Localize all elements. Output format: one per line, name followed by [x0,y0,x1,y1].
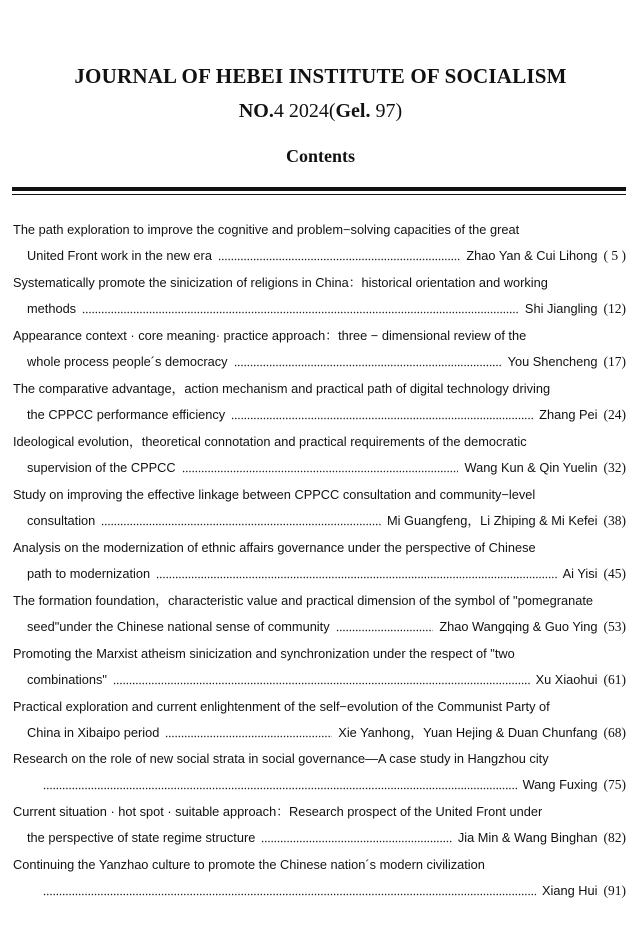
header-rule-thick [12,187,626,191]
toc-entry-authors: Wang Kun & Qin Yuelin [464,460,598,475]
dot-leader [261,830,452,846]
toc-entry-byline [27,513,626,529]
toc-entry-authors: Zhao Yan & Cui Lihong [466,248,598,263]
toc-entry-page-number: (17) [603,354,626,369]
gel-number: 97 [375,100,396,122]
toc-entry-byline [27,566,626,582]
dot-leader [43,883,536,899]
toc-entry-title: The comparative advantage，action mechanism and practical path of digital technology driving [13,381,551,396]
toc-entry-authors: Ai Yisi [562,566,598,581]
contents-heading: Contents [285,146,355,166]
toc-entry-byline [27,460,626,476]
toc-entry-authors: Wang Fuxing [522,777,598,792]
toc-entry-authors: Mi Guangfeng，Li Zhiping & Mi Kefei [386,513,598,528]
dot-leader [101,513,381,529]
toc-entry-authors: Jia Min & Wang Binghan [457,830,598,845]
gel-close-paren: ) [395,100,403,122]
toc-entry-title: Continuing the Yanzhao culture to promote the Chinese nation´s modern civilization [13,857,485,872]
toc-entry-title-continued: the CPPCC performance efficiency [27,407,226,422]
toc-entry-page-number: (12) [603,301,626,316]
toc-entry-title: Appearance context · core meaning· practice approach：three − dimensional review of the [13,328,527,343]
dot-leader [234,354,502,370]
issue-no-label: NO. [238,100,274,122]
dot-leader [336,619,434,635]
dot-leader [43,777,517,793]
gel-label: Gel. [335,100,371,122]
toc-entry-authors: Zhang Pei [539,407,598,422]
dot-leader [165,725,332,741]
toc-entry-title-continued: supervision of the CPPCC [27,460,176,475]
toc-entry-page-number: (32) [603,460,626,475]
toc-entry-title: Analysis on the modernization of ethnic affairs governance under the perspective of Chinese [13,540,536,555]
gel-open-paren: ( [328,100,336,122]
toc-entry-title: The path exploration to improve the cognitive and problem−solving capacities of the great [13,222,520,237]
issue-number: 4 [273,100,284,122]
toc-entry-byline [37,883,626,899]
toc-entry-page-number: ( 5 ) [603,248,626,263]
dot-leader [231,407,533,423]
toc-entry-authors: Zhao Wangqing & Guo Ying [439,619,598,634]
toc-entry-page-number: (53) [603,619,626,634]
toc-entry-authors: Xie Yanhong，Yuan Hejing & Duan Chunfang [338,725,598,740]
toc-entry-byline [27,407,626,423]
toc-entry-page-number: (82) [603,830,626,845]
toc-entry-title-continued: consultation [27,513,96,528]
toc-entry-page-number: (91) [603,883,626,898]
toc-entry-title-continued: United Front work in the new era [27,248,212,263]
dot-leader [156,566,557,582]
toc-entry-title-continued: China in Xibaipo period [27,725,160,740]
toc-entry-authors: Xu Xiaohui [535,672,598,687]
toc-entry-page-number: (24) [603,407,626,422]
dot-leader [218,248,460,264]
toc-entry-title: Research on the role of new social strata in social governance—A case study in Hangzhou city [13,751,549,766]
toc-entry-page-number: (68) [603,725,626,740]
toc-entry-title-continued: methods [27,301,77,316]
toc-entry-byline [27,354,626,370]
toc-entry-title: Current situation · hot spot · suitable approach：Research prospect of the United Front under [13,804,543,819]
toc-entry-title-continued: seed"under the Chinese national sense of community [27,619,330,634]
toc-entry-authors: You Shencheng [507,354,598,369]
toc-entry-page-number: (75) [603,777,626,792]
toc-entry-title: Study on improving the effective linkage between CPPCC consultation and community−level [13,487,536,502]
toc-entry-title: Ideological evolution，theoretical connotation and practical requirements of the democratic [13,434,527,449]
journal-title: JOURNAL OF HEBEI INSTITUTE OF SOCIALISM [74,64,567,88]
toc-entry-page-number: (45) [603,566,626,581]
toc-entry-byline [27,301,626,317]
dot-leader [182,460,459,476]
toc-entry-title: Practical exploration and current enlightenment of the self−evolution of the Communist Party of [13,699,550,714]
header-rule-thin [12,194,626,195]
toc-entry-byline [37,777,626,793]
toc-entry-byline [27,619,626,635]
toc-entry-title-continued: combinations" [27,672,107,687]
toc-entry-title: The formation foundation，characteristic value and practical dimension of the symbol of "pomegranate [13,593,594,608]
toc-entry-title: Systematically promote the sinicization of religions in China：historical orientation and working [13,275,548,290]
toc-entry-byline [27,248,626,264]
toc-entry-byline [27,725,626,741]
toc-entry-title: Promoting the Marxist atheism sinicization and synchronization under the respect of "two [13,646,515,661]
issue-year: 2024 [288,100,329,122]
toc-entry-page-number: (38) [603,513,626,528]
dot-leader [82,301,519,317]
toc-entry-page-number: (61) [603,672,626,687]
toc-entry-authors: Xiang Hui [542,883,598,898]
toc-entry-title-continued: whole process people´s democracy [27,354,228,369]
dot-leader [113,672,530,688]
toc-entry-byline [27,830,626,846]
toc-entry-title-continued: the perspective of state regime structure [27,830,256,845]
toc-entry-title-continued: path to modernization [27,566,151,581]
toc-entry-byline [27,672,626,688]
toc-entry-authors: Shi Jiangling [524,301,598,316]
issue-line [0,100,641,123]
